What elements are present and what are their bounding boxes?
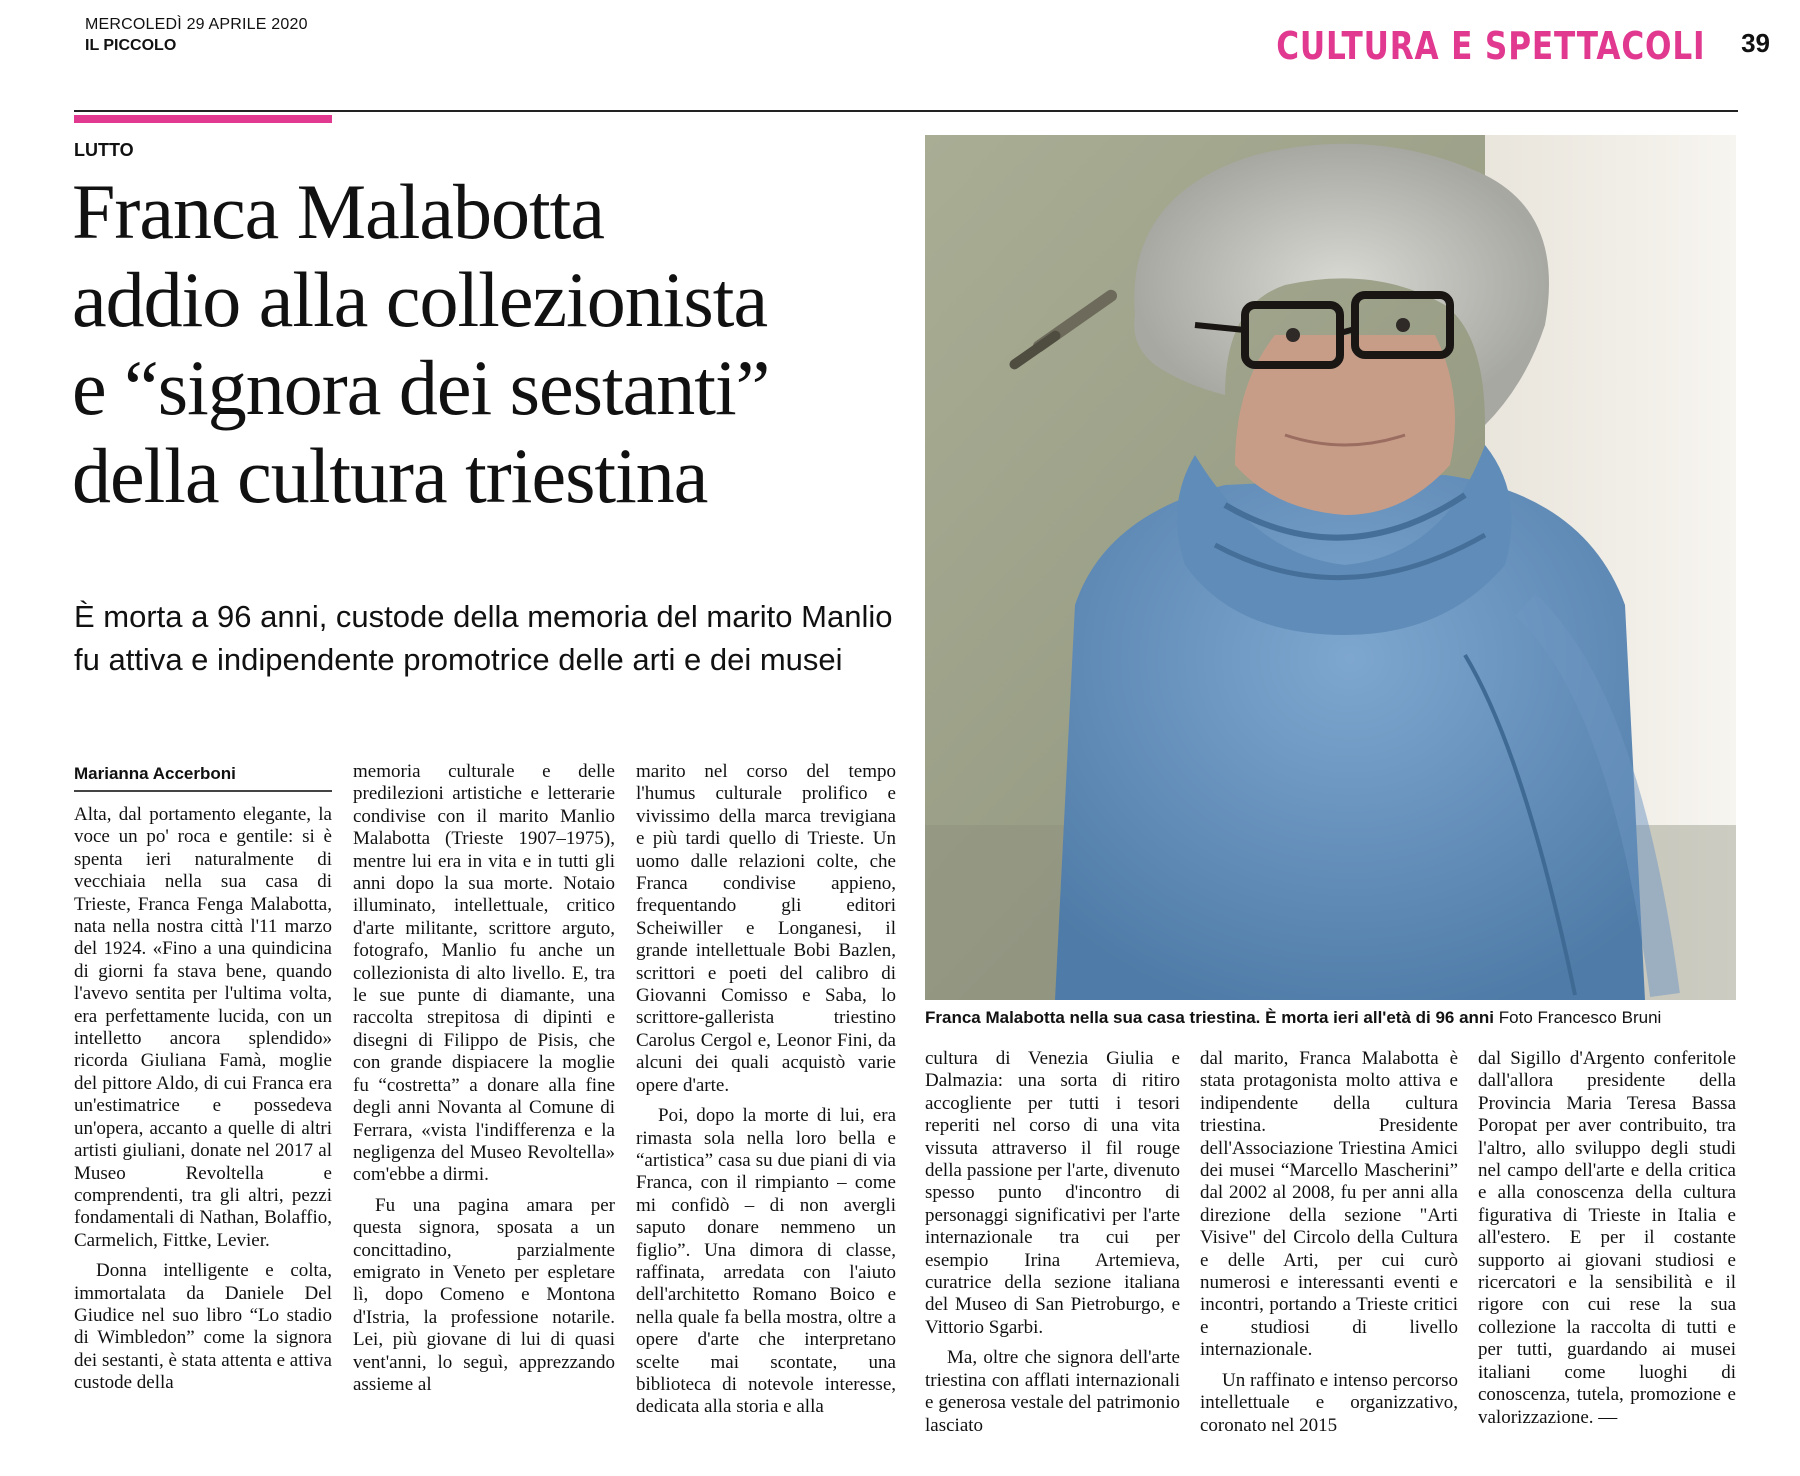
paragraph: Un raffinato e intenso percorso intellettuale e organizzativo, coronato nel 2015 [1200, 1369, 1459, 1436]
headline-line: della cultura triestina [72, 432, 708, 519]
paragraph: dal Sigillo d'Argento conferitole dall'allora presidente della Provincia Maria Teresa Bassa Poropat per aver contribuito, tra l'altro, allo sviluppo degli studi nel campo dell'arte e della critica e alla conoscenza della cultura figurativa di Trieste in Italia e all'estero. E per il costante supporto ai giovani studiosi e ricercatori e la sensibilità e il rigore con cui rese la sua collezione la raccolta di tutti e per tutti, guardando ai musei italiani come luoghi di conoscenza, tutela, promozione e valorizzazione. — [1478, 1048, 1736, 1428]
article-column-4 [925, 1048, 1180, 1445]
photo-caption [925, 1008, 1745, 1028]
section-title: CULTURA E SPETTACOLI [1275, 24, 1705, 68]
article-column-6 [1478, 1048, 1736, 1437]
paragraph: Poi, dopo la morte di lui, era rimasta sola nella loro bella e “artistica” casa su due piani di via Franca, con il rimpianto – come mi confidò – di non avergli saputo donare nemmeno un figlio”. Una dimora di classe, raffinata, arredata con l'aiuto dell'architetto Romano Boico e nella quale fa bella mostra, oltre a opere d'arte che interpretano scelte mai scontate, una biblioteca di notevole interesse, dedicata alla storia e alla [636, 1105, 896, 1418]
paragraph: Donna intelligente e colta, immortalata da Daniele Del Giudice nel suo libro “Lo stadio di Wimbledon” come la signora dei sestanti, è stata attenta e attiva custode della [74, 1260, 332, 1394]
photo-credit: Foto Francesco Bruni [1498, 1008, 1662, 1027]
edition-date: MERCOLEDÌ 29 APRILE 2020 [85, 16, 308, 33]
article-column-1 [74, 804, 332, 1403]
subhead-line: È morta a 96 anni, custode della memoria del marito Manlio [74, 599, 893, 634]
paragraph: Ma, oltre che signora dell'arte triestina con afflati internazionali e generosa vestale del patrimonio lasciato [925, 1347, 1180, 1436]
portrait-illustration [925, 135, 1736, 1000]
article-kicker: LUTTO [74, 140, 134, 160]
article-column-2 [353, 761, 615, 1404]
headline-line: e “signora dei sestanti” [72, 344, 770, 431]
portrait-photo [925, 135, 1736, 1000]
caption-text: Franca Malabotta nella sua casa triestina. È morta ieri all'età di 96 anni [925, 1008, 1495, 1027]
paragraph: Fu una pagina amara per questa signora, sposata a un concittadino, parzialmente emigrato in Veneto per espletare lì, dopo Comeno e Montona d'Istria, la professione notarile. Lei, più giovane di lui di quasi vent'anni, lo seguì, apprezzando assieme al [353, 1194, 615, 1395]
paragraph: marito nel corso del tempo l'humus culturale prolifico e vivissimo della marca trevigiana e più tardi quello di Trieste. Un uomo dalle relazioni colte, che Franca condivise appieno, frequentando gli editori Scheiwiller e Longanesi, il grande intellettuale Bobi Bazlen, scrittori e poeti del calibro di Giovanni Comisso e Saba, lo scrittore-gallerista triestino Carolus Cergol e, Leonor Fini, da alcuni dei quali acquistò varie opere d'arte. [636, 761, 896, 1096]
header-rule [74, 110, 1738, 112]
headline-line: Franca Malabotta [72, 168, 604, 255]
article-headline [72, 168, 932, 520]
paragraph: memoria culturale e delle predilezioni artistiche e letterarie condivise con il marito Manlio Malabotta (Trieste 1907–1975), mentre lui era in vita e in tutti gli anni dopo la sua morte. Notaio illuminato, intellettuale, critico d'arte militante, scrittore arguto, fotografo, Manlio fu anche un collezionista di alto livello. E, tra le sue punte di diamante, una raccolta strepitosa di dipinti e disegni di Filippo de Pisis, che con grande dispiacere la moglie fu “costretta” a donare alla fine degli anni Novanta al Comune di Ferrara, «vista l'indifferenza e la negligenza del Museo Revoltella» com'ebbe a dirmi. [353, 761, 615, 1186]
paragraph: dal marito, Franca Malabotta è stata protagonista molto attiva e indipendente della cultura triestina. Presidente dell'Associazione Triestina Amici dei musei “Marcello Mascherini” dal 2002 al 2008, fu per anni alla direzione della sezione "Arti Visive" del Circolo della Cultura e delle Arti, per cui curò numerosi e interessanti eventi e incontri, portando a Trieste critici e studiosi di livello internazionale. [1200, 1048, 1458, 1361]
byline-rule [74, 790, 332, 792]
subhead-line: fu attiva e indipendente promotrice delle arti e dei musei [74, 642, 843, 677]
headline-line: addio alla collezionista [72, 256, 768, 343]
article-column-5 [1200, 1048, 1458, 1445]
article-byline: Marianna Accerboni [74, 764, 236, 783]
newspaper-name: IL PICCOLO [85, 37, 177, 54]
page-number: 39 [1741, 28, 1770, 58]
article-subheadline [74, 595, 934, 681]
paragraph: Alta, dal portamento elegante, la voce un po' roca e gentile: si è spenta ieri naturalmente di vecchiaia nella sua casa di Trieste, Franca Fenga Malabotta, nata nella nostra città l'11 marzo del 1924. «Fino a una quindicina di giorni fa stava bene, quando l'avevo sentita per l'ultima volta, era perfettamente lucida, con un intelletto ancora splendido» ricorda Giuliana Famà, moglie del pittore Aldo, di cui Franca era un'estimatrice e possedeva un'opera, accanto a quelle di altri artisti giuliani, donate nel 2017 al Museo Revoltella e comprendenti, tra gli altri, pezzi fondamentali di Nathan, Bolaffio, Carmelich, Fittke, Levier. [74, 804, 332, 1251]
article-column-3 [636, 761, 896, 1427]
accent-bar [74, 115, 332, 123]
paragraph: cultura di Venezia Giulia e Dalmazia: una sorta di ritiro accogliente per tutti i tesori reperiti nel corso di una vita vissuta attraverso il fil rouge della passione per l'arte, divenuto spesso punto d'incontro di personaggi significativi per l'arte internazionale tra cui per esempio Irina Artemieva, curatrice della sezione italiana del Museo di San Pietroburgo, e Vittorio Sgarbi. [925, 1048, 1180, 1338]
